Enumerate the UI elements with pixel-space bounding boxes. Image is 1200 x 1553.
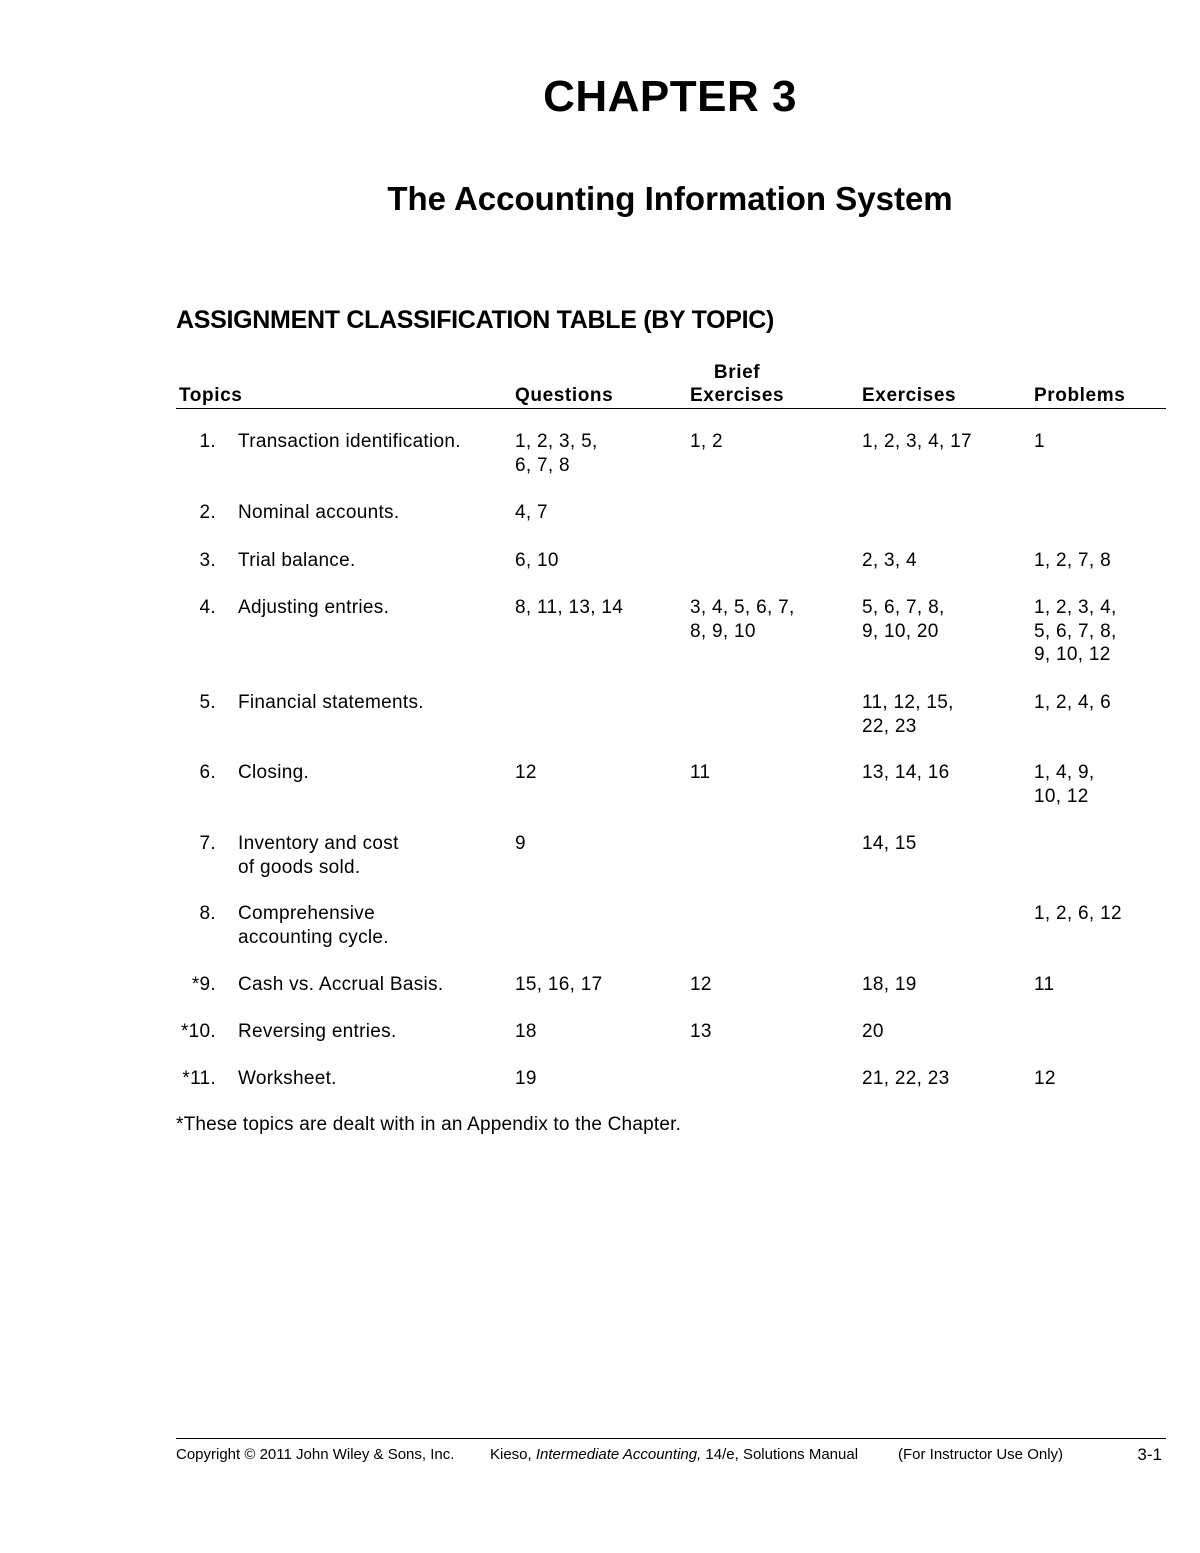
topic-number: 8. [199, 903, 216, 924]
topic-name: Financial statements. [238, 692, 424, 713]
topic-number: *10. [180, 1021, 216, 1042]
brief-exercises-cell: 11 [690, 762, 711, 783]
book-edition: 14/e, Solutions Manual [705, 1446, 859, 1463]
brief-exercises-cell: 1, 2 [690, 431, 723, 452]
usage-notice: (For Instructor Use Only) [898, 1446, 1064, 1463]
exercises-cell: 14, 15 [862, 833, 917, 854]
topic-name: Comprehensive accounting cycle. [238, 903, 389, 948]
topic-number: 4. [199, 597, 216, 618]
problems-cell: 1, 2, 4, 6 [1034, 692, 1111, 713]
book-author: Kieso, [490, 1446, 532, 1463]
column-header-questions: Questions [515, 385, 614, 406]
questions-cell: 15, 16, 17 [515, 974, 603, 995]
questions-cell: 18 [515, 1021, 537, 1042]
topic-name: Nominal accounts. [238, 502, 400, 523]
problems-cell: 1, 2, 7, 8 [1034, 550, 1111, 571]
topic-number: 7. [199, 833, 216, 854]
topic-number: 2. [199, 502, 216, 523]
exercises-cell: 1, 2, 3, 4, 17 [862, 431, 972, 452]
topic-name: Transaction identification. [238, 431, 461, 452]
topic-name: Reversing entries. [238, 1021, 397, 1042]
questions-cell: 9 [515, 833, 526, 854]
questions-cell: 1, 2, 3, 5, 6, 7, 8 [515, 431, 598, 476]
book-reference [490, 1446, 858, 1463]
topic-name: Inventory and cost of goods sold. [238, 833, 399, 878]
questions-cell: 12 [515, 762, 537, 783]
exercises-cell: 18, 19 [862, 974, 917, 995]
problems-cell: 1, 4, 9, 10, 12 [1034, 762, 1095, 807]
exercises-cell: 2, 3, 4 [862, 550, 917, 571]
exercises-cell: 5, 6, 7, 8, 9, 10, 20 [862, 597, 945, 642]
column-header-problems: Problems [1034, 385, 1126, 406]
questions-cell: 4, 7 [515, 502, 548, 523]
exercises-cell: 13, 14, 16 [862, 762, 950, 783]
topic-name: Trial balance. [238, 550, 356, 571]
problems-cell: 1, 2, 6, 12 [1034, 903, 1122, 924]
book-title: Intermediate Accounting, [535, 1446, 702, 1463]
column-header-brief-line1: Brief [713, 362, 761, 383]
chapter-title: The Accounting Information System [387, 180, 953, 217]
column-header-brief-exercises [690, 361, 784, 407]
copyright-notice: Copyright © 2011 John Wiley & Sons, Inc. [176, 1446, 455, 1463]
brief-exercises-cell: 12 [690, 974, 712, 995]
table-header [176, 358, 1166, 409]
problems-cell: 1 [1034, 431, 1045, 452]
exercises-cell: 20 [862, 1021, 884, 1042]
topic-number: 1. [199, 431, 216, 452]
topic-name: Adjusting entries. [238, 597, 390, 618]
column-header-exercises: Exercises [862, 385, 957, 406]
topic-number: 6. [199, 762, 216, 783]
topic-number: *9. [191, 974, 216, 995]
questions-cell: 19 [515, 1068, 537, 1089]
questions-cell: 6, 10 [515, 550, 559, 571]
problems-cell: 12 [1034, 1068, 1056, 1089]
topic-name: Cash vs. Accrual Basis. [238, 974, 444, 995]
column-header-brief-line2: Exercises [690, 385, 785, 406]
topic-number: 5. [199, 692, 216, 713]
column-header-topics: Topics [179, 385, 243, 406]
topic-number: 3. [199, 550, 216, 571]
questions-cell: 8, 11, 13, 14 [515, 597, 624, 618]
exercises-cell: 21, 22, 23 [862, 1068, 950, 1089]
topic-name: Closing. [238, 762, 310, 783]
topic-number: *11. [182, 1068, 216, 1089]
topic-name: Worksheet. [238, 1068, 337, 1089]
problems-cell: 11 [1034, 974, 1055, 995]
brief-exercises-cell: 3, 4, 5, 6, 7, 8, 9, 10 [690, 597, 795, 642]
chapter-number: CHAPTER 3 [543, 72, 797, 121]
section-heading: ASSIGNMENT CLASSIFICATION TABLE (BY TOPIC) [176, 306, 775, 334]
brief-exercises-cell: 13 [690, 1021, 712, 1042]
problems-cell: 1, 2, 3, 4, 5, 6, 7, 8, 9, 10, 12 [1034, 597, 1117, 665]
exercises-cell: 11, 12, 15, 22, 23 [862, 692, 954, 737]
page-number: 3-1 [1137, 1445, 1162, 1464]
footer-divider [176, 1438, 1166, 1439]
appendix-footnote: *These topics are dealt with in an Appendix to the Chapter. [176, 1114, 682, 1135]
